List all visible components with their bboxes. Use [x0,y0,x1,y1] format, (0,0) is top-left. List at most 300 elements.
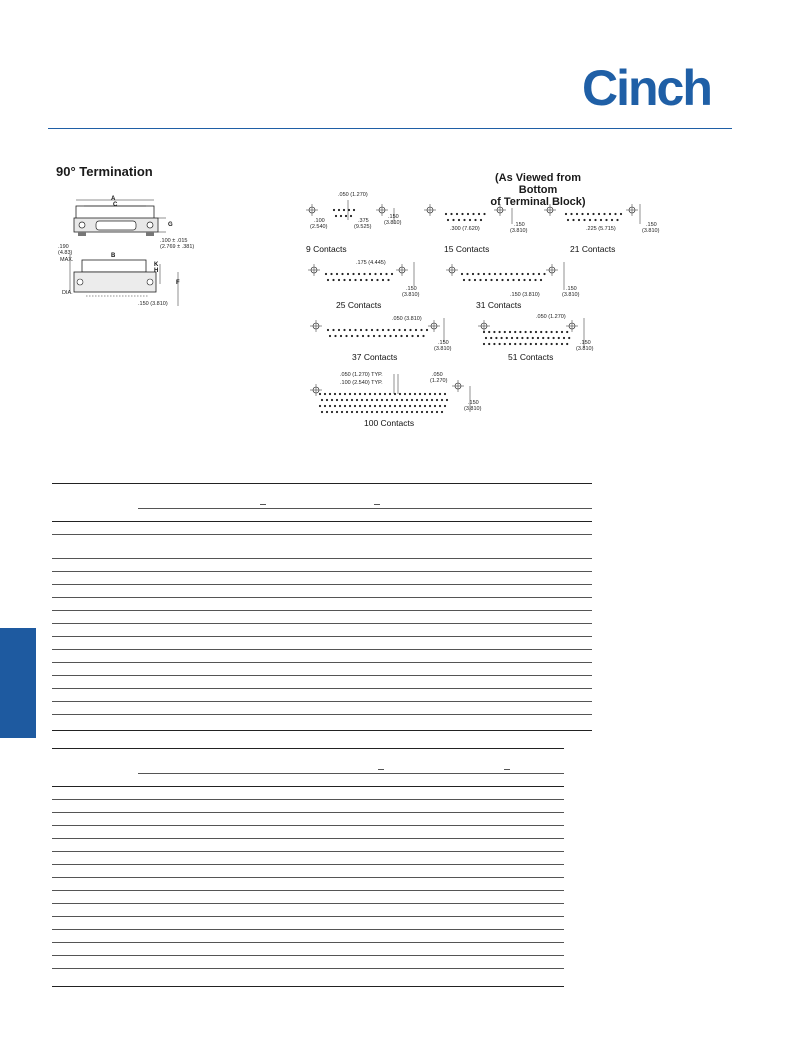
layout-25-row1-contact-dot [369,273,371,275]
layout-100-row3-contact-dot [394,405,396,407]
dim-37-c: .150 [438,340,449,346]
layout-51-row1-contact-dot [530,331,532,333]
table1-row-rule [52,534,592,535]
layout-31-row1-contact-dot [532,273,534,275]
layout-100-row3-contact-dot [329,405,331,407]
layout-31-row2-contact-dot [463,279,465,281]
dim-190-mm-label: (4.83) [58,250,73,256]
layout-100-row4-contact-dot [341,411,343,413]
layout-100-row2-contact-dot [341,399,343,401]
layout-51-row3-contact-dot [566,343,568,345]
layout-25-row2-contact-dot [360,279,362,281]
layout-9-row1-contact-dot [333,209,335,211]
layout-100-row2-contact-dot [381,399,383,401]
layout-37-row2-contact-dot [373,335,375,337]
layout-9-row1-contact-dot [343,209,345,211]
layout-51-row2-contact-dot [485,337,487,339]
layout-21-row1-contact-dot [570,213,572,215]
dim-b-label: B [111,253,116,259]
layout-100-row2-contact-dot [321,399,323,401]
layout-31-row1-contact-dot [483,273,485,275]
table2-row-rule [52,838,564,839]
layout-51-row2-contact-dot [516,337,518,339]
layout-100-row2-contact-dot [331,399,333,401]
table2-header-rule [52,786,564,787]
layout-21-row2-contact-dot [605,219,607,221]
layout-37-row2-contact-dot [384,335,386,337]
layout-25-row1-contact-dot [347,273,349,275]
layout-21-row1-contact-dot [620,213,622,215]
table2-header-subrule [138,773,564,774]
layout-37-row2-contact-dot [417,335,419,337]
layout-100-row1-contact-dot [344,393,346,395]
layout-100-row1-contact-dot [389,393,391,395]
layout-100-row2-contact-dot [411,399,413,401]
layout-100-row2-contact-dot [436,399,438,401]
layout-100-row2-contact-dot [391,399,393,401]
layout-37-row1-contact-dot [420,329,422,331]
layout-51-row3-contact-dot [514,343,516,345]
layout-37-row1-contact-dot [404,329,406,331]
layout-31-row1-contact-dot [494,273,496,275]
layout-21-row2-contact-dot [578,219,580,221]
layout-21-row1-contact-dot [576,213,578,215]
layout-51-row3-contact-dot [488,343,490,345]
layout-100-row2-contact-dot [396,399,398,401]
dim-9-pitch: .050 (1.270) [338,192,368,198]
table1-row-rule [52,675,592,676]
layout-51-row1-contact-dot [493,331,495,333]
layout-15-row1-contact-dot [461,213,463,215]
dim-100-d: .150 [468,400,479,406]
layout-31-row2-contact-dot [507,279,509,281]
layout-100-row1-contact-dot [404,393,406,395]
layout-25-row1-contact-dot [336,273,338,275]
layout-37-row1-contact-dot [349,329,351,331]
layout-25-row1-contact-dot [391,273,393,275]
layout-15-row2-contact-dot [463,219,465,221]
layout-9-row2-contact-dot [340,215,342,217]
layout-100-row3-contact-dot [399,405,401,407]
layout-25-row2-contact-dot [382,279,384,281]
layout-25-row1-contact-dot [374,273,376,275]
dim-31-c: .150 [566,286,577,292]
layout-15-row1-contact-dot [483,213,485,215]
layout-51-row1-contact-dot [556,331,558,333]
layout-51-row2-contact-dot [542,337,544,339]
layout-51-row1-contact-dot [519,331,521,333]
table1-header-subrule [138,508,592,509]
layout-51-row3-contact-dot [561,343,563,345]
bottom-view-title-line1: (As Viewed from Bottom [495,172,581,196]
layout-51-row1-contact-dot [525,331,527,333]
layout-100-row2-contact-dot [361,399,363,401]
layout-100-row2-contact-dot [366,399,368,401]
layout-100-row2-contact-dot [431,399,433,401]
layout-37-row1-contact-dot [343,329,345,331]
layout-51-row2-contact-dot [506,337,508,339]
layout-100-row3-contact-dot [359,405,361,407]
label-51-contacts: 51 Contacts [508,352,554,362]
layout-25-row1-contact-dot [341,273,343,275]
layout-21-row1-contact-dot [614,213,616,215]
layout-37-row2-contact-dot [395,335,397,337]
layout-51-row3-contact-dot [509,343,511,345]
dim-9-c-mm: (3.810) [384,220,402,226]
layout-21-row1-contact-dot [587,213,589,215]
layout-100-row2-contact-dot [336,399,338,401]
layout-31-row1-contact-dot [461,273,463,275]
dim-h-label: H [154,268,159,274]
layout-31-row1-contact-dot [466,273,468,275]
layout-21-row1-contact-dot [581,213,583,215]
layout-25-row2-contact-dot [332,279,334,281]
layout-100-row2-contact-dot [446,399,448,401]
dim-100-pitch-a: .050 (1.270) TYP. [340,372,383,378]
layout-31-row1-contact-dot [521,273,523,275]
layout-100-row3-contact-dot [409,405,411,407]
layout-37-row2-contact-dot [362,335,364,337]
layout-100-row3-contact-dot [334,405,336,407]
layout-100-row1-contact-dot [429,393,431,395]
dim-a-label: A [111,196,116,202]
layout-37-row1-contact-dot [376,329,378,331]
table1-row-rule [52,701,592,702]
table1-tol-mark-2 [374,504,380,505]
layout-25-row1-contact-dot [325,273,327,275]
dim-9-c: .150 [388,214,399,220]
layout-51-row1-contact-dot [509,331,511,333]
label-9-contacts: 9 Contacts [306,244,347,254]
table2-row-rule [52,825,564,826]
layout-37-row1-contact-dot [338,329,340,331]
layout-100-row3-contact-dot [339,405,341,407]
dim-15-c-mm: (3.810) [510,228,528,234]
layout-51-row2-contact-dot [490,337,492,339]
layout-15-row1-contact-dot [456,213,458,215]
layout-51-row2-contact-dot [495,337,497,339]
dim-15-c: .150 [514,222,525,228]
header-rule [48,128,732,129]
table2-row-rule [52,955,564,956]
table2-row-rule [52,851,564,852]
layout-100-row4-contact-dot [421,411,423,413]
layout-21-row2-contact-dot [600,219,602,221]
layout-25-row2-contact-dot [354,279,356,281]
layout-37-row1-contact-dot [415,329,417,331]
layout-100-row3-contact-dot [429,405,431,407]
layout-51-row2-contact-dot [521,337,523,339]
layout-100-row1-contact-dot [329,393,331,395]
layout-37-row2-contact-dot [334,335,336,337]
layout-100-row2-contact-dot [416,399,418,401]
layout-100-row3-contact-dot [439,405,441,407]
contact-layouts [300,190,660,440]
layout-100-row1-contact-dot [399,393,401,395]
layout-25-row2-contact-dot [327,279,329,281]
bottom-view-title-line2: of Terminal Block) [490,196,586,208]
label-37-contacts: 37 Contacts [352,352,398,362]
layout-37-row2-contact-dot [329,335,331,337]
dim-9-b-mm: (9.525) [354,224,372,230]
layout-37-row1-contact-dot [409,329,411,331]
layout-51-row3-contact-dot [519,343,521,345]
layout-51-row1-contact-dot [504,331,506,333]
layout-51-row2-contact-dot [511,337,513,339]
layout-100-row1-contact-dot [324,393,326,395]
table1-row-rule [52,558,592,559]
layout-100-row4-contact-dot [331,411,333,413]
layout-9-row2-contact-dot [350,215,352,217]
layout-100-row4-contact-dot [376,411,378,413]
layout-100-row2-contact-dot [356,399,358,401]
layout-100-row2-contact-dot [326,399,328,401]
layout-15-row1-contact-dot [472,213,474,215]
layout-31-row2-contact-dot [512,279,514,281]
layout-31-row2-contact-dot [479,279,481,281]
layout-51-row1-contact-dot [561,331,563,333]
table2-top-rule [52,748,564,749]
layout-9-row2-contact-dot [345,215,347,217]
layout-100-row1-contact-dot [384,393,386,395]
layout-51-row1-contact-dot [566,331,568,333]
layout-9-row1-contact-dot [338,209,340,211]
layout-51-row1-contact-dot [499,331,501,333]
layout-100-row4-contact-dot [386,411,388,413]
table1-row-rule [52,714,592,715]
layout-100-row1-contact-dot [359,393,361,395]
label-25-contacts: 25 Contacts [336,300,382,310]
layout-100-row2-contact-dot [376,399,378,401]
layout-25-row2-contact-dot [343,279,345,281]
label-31-contacts: 31 Contacts [476,300,522,310]
layout-37-row2-contact-dot [378,335,380,337]
layout-100-row2-contact-dot [406,399,408,401]
layout-51-row3-contact-dot [545,343,547,345]
layout-100-row2-contact-dot [421,399,423,401]
dim-100-label: .100 ± .015 [160,238,188,244]
layout-51-row1-contact-dot [535,331,537,333]
layout-100-row1-contact-dot [369,393,371,395]
layout-51-row3-contact-dot [493,343,495,345]
table2-row-rule [52,903,564,904]
layout-31-row1-contact-dot [472,273,474,275]
section-side-tab [0,628,36,738]
layout-25-row1-contact-dot [352,273,354,275]
dim-100-c: .050 [432,372,443,378]
layout-31-row2-contact-dot [518,279,520,281]
layout-100-row4-contact-dot [431,411,433,413]
layout-37-row1-contact-dot [365,329,367,331]
layout-31-row2-contact-dot [496,279,498,281]
layout-100-row1-contact-dot [364,393,366,395]
table2-row-rule [52,877,564,878]
layout-21-row1-contact-dot [598,213,600,215]
layout-37-row2-contact-dot [400,335,402,337]
table2-tol-mark-1 [378,769,384,770]
layout-51-row1-contact-dot [540,331,542,333]
table1-row-rule [52,623,592,624]
layout-25-row2-contact-dot [338,279,340,281]
layout-100-row3-contact-dot [404,405,406,407]
layout-100-row4-contact-dot [356,411,358,413]
dim-37-pitch: .050 (3.810) [392,316,422,322]
layout-51-row1-contact-dot [545,331,547,333]
layout-51-row3-contact-dot [556,343,558,345]
layout-21-row2-contact-dot [616,219,618,221]
layout-51-row1-contact-dot [514,331,516,333]
layout-51-row3-contact-dot [483,343,485,345]
layout-25-row2-contact-dot [376,279,378,281]
layout-100-row4-contact-dot [411,411,413,413]
layout-100-row3-contact-dot [349,405,351,407]
dim-9-b: .375 [358,218,369,224]
layout-31-row1-contact-dot [488,273,490,275]
table1-row-rule [52,571,592,572]
layout-100-row3-contact-dot [354,405,356,407]
layout-31-row1-contact-dot [516,273,518,275]
layout-51-row2-contact-dot [568,337,570,339]
layout-100-row2-contact-dot [401,399,403,401]
dim-100-pitch-b: .100 (2.540) TYP. [340,380,383,386]
layout-100-row2-contact-dot [346,399,348,401]
table2-row-rule [52,864,564,865]
layout-25-row1-contact-dot [358,273,360,275]
connector-drawing [56,188,206,313]
layout-100-row1-contact-dot [424,393,426,395]
layout-21-row2-contact-dot [594,219,596,221]
layout-100-row3-contact-dot [364,405,366,407]
layout-31-row1-contact-dot [477,273,479,275]
layout-51-row3-contact-dot [525,343,527,345]
layout-31-row2-contact-dot [485,279,487,281]
table2-row-rule [52,942,564,943]
dim-25-c-mm: (3.810) [402,292,420,298]
layout-9-row2-contact-dot [335,215,337,217]
layout-100-row3-contact-dot [319,405,321,407]
layout-21-row1-contact-dot [609,213,611,215]
table1-row-rule [52,688,592,689]
table2-row-rule [52,799,564,800]
layout-51-row2-contact-dot [558,337,560,339]
layout-31-row1-contact-dot [527,273,529,275]
layout-51-row1-contact-dot [483,331,485,333]
layout-31-row1-contact-dot [510,273,512,275]
layout-51-row3-contact-dot [530,343,532,345]
layout-21-row2-contact-dot [589,219,591,221]
layout-100-row1-contact-dot [349,393,351,395]
layout-100-row1-contact-dot [374,393,376,395]
table1-header-rule [52,521,592,522]
dim-51-pitch: .050 (1.270) [536,314,566,320]
layout-31-row2-contact-dot [474,279,476,281]
layout-37-row1-contact-dot [327,329,329,331]
layout-15-row2-contact-dot [458,219,460,221]
layout-51-row1-contact-dot [488,331,490,333]
layout-100-row4-contact-dot [401,411,403,413]
layout-100-row4-contact-dot [361,411,363,413]
dim-100-d-mm: (3.810) [464,406,482,412]
dim-51-c-mm: (3.810) [576,346,594,352]
layout-100-row4-contact-dot [321,411,323,413]
dim-dia-label: DIA. [62,290,73,296]
dim-k-label: K [154,262,159,268]
layout-37-row1-contact-dot [354,329,356,331]
layout-100-row3-contact-dot [324,405,326,407]
layout-100-row2-contact-dot [426,399,428,401]
layout-51-row3-contact-dot [504,343,506,345]
table1-row-rule [52,636,592,637]
layout-51-row3-contact-dot [535,343,537,345]
layout-37-row2-contact-dot [340,335,342,337]
layout-100-row3-contact-dot [414,405,416,407]
layout-100-row3-contact-dot [384,405,386,407]
table2-row-rule [52,916,564,917]
table2-bottom-rule [52,986,564,987]
layout-100-row3-contact-dot [369,405,371,407]
layout-37-row1-contact-dot [387,329,389,331]
layout-31-row2-contact-dot [468,279,470,281]
layout-100-row4-contact-dot [326,411,328,413]
layout-15-row2-contact-dot [469,219,471,221]
layout-15-row1-contact-dot [450,213,452,215]
layout-31-row1-contact-dot [499,273,501,275]
layout-37-row1-contact-dot [382,329,384,331]
layout-15-row1-contact-dot [445,213,447,215]
dim-21-c-mm: (3.810) [642,228,660,234]
layout-37-row1-contact-dot [332,329,334,331]
layout-51-row2-contact-dot [547,337,549,339]
layout-37-row2-contact-dot [351,335,353,337]
cinch-logo: Cinch [582,60,711,116]
layout-37-row2-contact-dot [345,335,347,337]
layout-25-row2-contact-dot [349,279,351,281]
layout-100-row4-contact-dot [426,411,428,413]
layout-100-row4-contact-dot [436,411,438,413]
section-title: 90° Termination [56,164,153,179]
layout-100-row1-contact-dot [379,393,381,395]
layout-31-row2-contact-dot [490,279,492,281]
layout-100-row1-contact-dot [414,393,416,395]
layout-100-row1-contact-dot [444,393,446,395]
layout-31-row1-contact-dot [543,273,545,275]
layout-100-row3-contact-dot [374,405,376,407]
dim-21-pitch: .225 (5.715) [586,226,616,232]
table2-row-rule [52,968,564,969]
layout-100-row1-contact-dot [439,393,441,395]
dim-25-c: .150 [406,286,417,292]
layout-15-row2-contact-dot [474,219,476,221]
layout-25-row2-contact-dot [387,279,389,281]
layout-100-row1-contact-dot [354,393,356,395]
layout-100-row4-contact-dot [406,411,408,413]
layout-31-row2-contact-dot [501,279,503,281]
layout-15-row1-contact-dot [467,213,469,215]
table1-bottom-rule [52,730,592,731]
layout-25-row1-contact-dot [363,273,365,275]
layout-21-row1-contact-dot [565,213,567,215]
table1-row-rule [52,610,592,611]
dim-31-pitch: .150 (3.810) [510,292,540,298]
layout-15-row2-contact-dot [447,219,449,221]
layout-15-row2-contact-dot [452,219,454,221]
layout-100-row1-contact-dot [319,393,321,395]
dim-9-a-mm: (2.540) [310,224,328,230]
table2-row-rule [52,890,564,891]
layout-100-row4-contact-dot [396,411,398,413]
layout-37-row1-contact-dot [360,329,362,331]
layout-51-row2-contact-dot [532,337,534,339]
